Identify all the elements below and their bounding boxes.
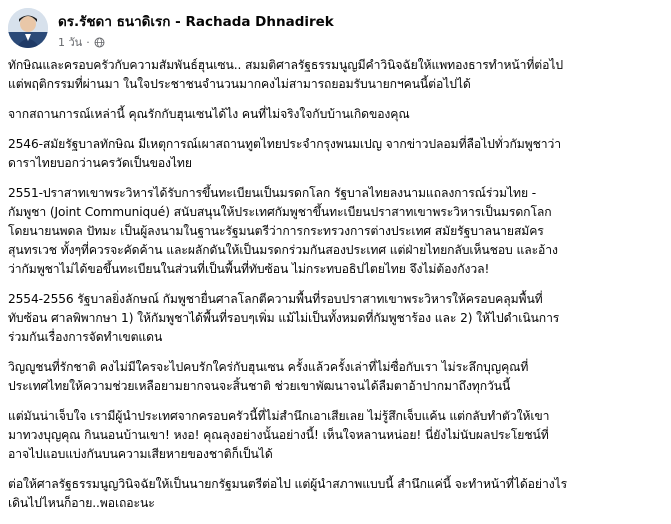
avatar-photo-icon [8,8,48,48]
post-meta [58,33,105,51]
post-paragraph: ต่อให้ศาลรัฐธรรมนูญวินิจฉัยให้เป็นนายกรัฐมนตรีต่อไป แต่ผู้นำสภาพแบบนี้ สำนึกแค่นี้ จะทำหน้าที่ได้อย่างไร เดินไปไหนก็อาย..พอเถอะนะ [8,477,568,510]
post-time[interactable]: 1 วัน [58,36,83,49]
post-author[interactable]: ดร.รัชดา ธนาดิเรก - Rachada Dhnadirek [58,14,334,30]
globe-icon [94,37,105,48]
post-paragraph: จากสถานการณ์เหล่านี้ คุณรักกับฮุนเซนได้ไง คนที่ไม่จริงใจกับบ้านเกิดของคุณ [8,107,410,121]
post-paragraph: ทักษิณและครอบครัวกับความสัมพันธ์ฮุนเซน.. สมมติศาลรัฐธรรมนูญมีคำวินิจฉัยให้แพทองธารทำหน้าที่ต่อไป แต่พฤติกรรมที่ผ่านมา ในใจประชาชนจำนวนมากคงไม่สามารถยอมรับนายกฯคนนี้ต่อไปได้ [8,58,563,91]
post-paragraph: วิญญูชนที่รักชาติ คงไม่มีใครจะไปคบรักใคร่กับฮุนเซน ครั้งแล้วครั้งเล่าที่ไม่ซื่อกับเรา ไม่ระลึกบุญคุณที่ ประเทศไทยให้ความช่วยเหลือยามยากจนจะสิ้นชาติ ช่วยเขาพัฒนาจนได้ลืมตาอ้าปากมาถึงทุกวันนี้ [8,360,529,393]
post-paragraph: แต่มันน่าเจ็บใจ เรามีผู้นำประเทศจากครอบครัวนี้ที่ไม่สำนึกเอาเสียเลย ไม่รู้สึกเจ็บแค้น แต่กลับทำตัวให้เขา มาทวงบุญคุณ กินนอนบ้านเขา! หงอ! คุณลุงอย่างนั้นอย่างนี้! เห็นใจหลานหน่อย! นี่ยังไม่นับผลประโยชน์ที่ อาจไปแอบแบ่งกันบนความเสียหายของชาติก็เป็นได้ [8,409,550,461]
post-paragraph: 2554-2556 รัฐบาลยิ่งลักษณ์ กัมพูชายื่นศาลโลกตีความพื้นที่รอบปราสาทเขาพระวิหารให้ครอบคลุมพื้นที่ ทับซ้อน ศาลพิพากษา 1) ให้กัมพูชาได้พื้นที่รอบๆเพิ่ม แม้ไม่เป็นทั้งหมดที่กัมพูชาร้อง และ 2) ให้ไปดำเนินการ ร่วมกันเรื่องการจัดทำเขตแดน [8,292,560,344]
post-body [8,56,664,524]
avatar[interactable] [8,8,48,48]
post-paragraph: 2551-ปราสาทเขาพระวิหารได้รับการขึ้นทะเบียนเป็นมรดกโลก รัฐบาลไทยลงนามแถลงการณ์ร่วมไทย - กัมพูชา (Joint Communiqué) สนับสนุนให้ประเทศกัมพูชาขึ้นทะเบียนปราสาทเขาพระวิหารเป็นมรดกโลก โดยนายนพดล ปัทมะ เป็นผู้ลงนามในฐานะรัฐมนตรีว่าการกระทรวงการต่างประเทศ สมัยรัฐบาลนายสมัคร สุนทรเวช ทั้งๆที่ควรจะคัดค้าน และผลักดันให้เป็นมรดกร่วมกันสองประเทศ แต่ฝ่ายไทยกลับเห็นชอบ และอ้าง ว่ากัมพูชาไม่ได้ขอขึ้นทะเบียนในส่วนที่เป็นพื้นที่ทับซ้อน ไม่กระทบอธิปไตยไทย จึงไม่ต้องกังวล! [8,186,558,276]
separator-dot: · [86,35,90,49]
post-header [8,8,663,52]
post-paragraph: 2546-สมัยรัฐบาลทักษิณ มีเหตุการณ์เผาสถานทูตไทยประจำกรุงพนมเปญ จากข่าวปลอมที่ลือไปทั่วกัมพูชาว่า ดาราไทยบอกว่านครวัดเป็นของไทย [8,137,561,170]
